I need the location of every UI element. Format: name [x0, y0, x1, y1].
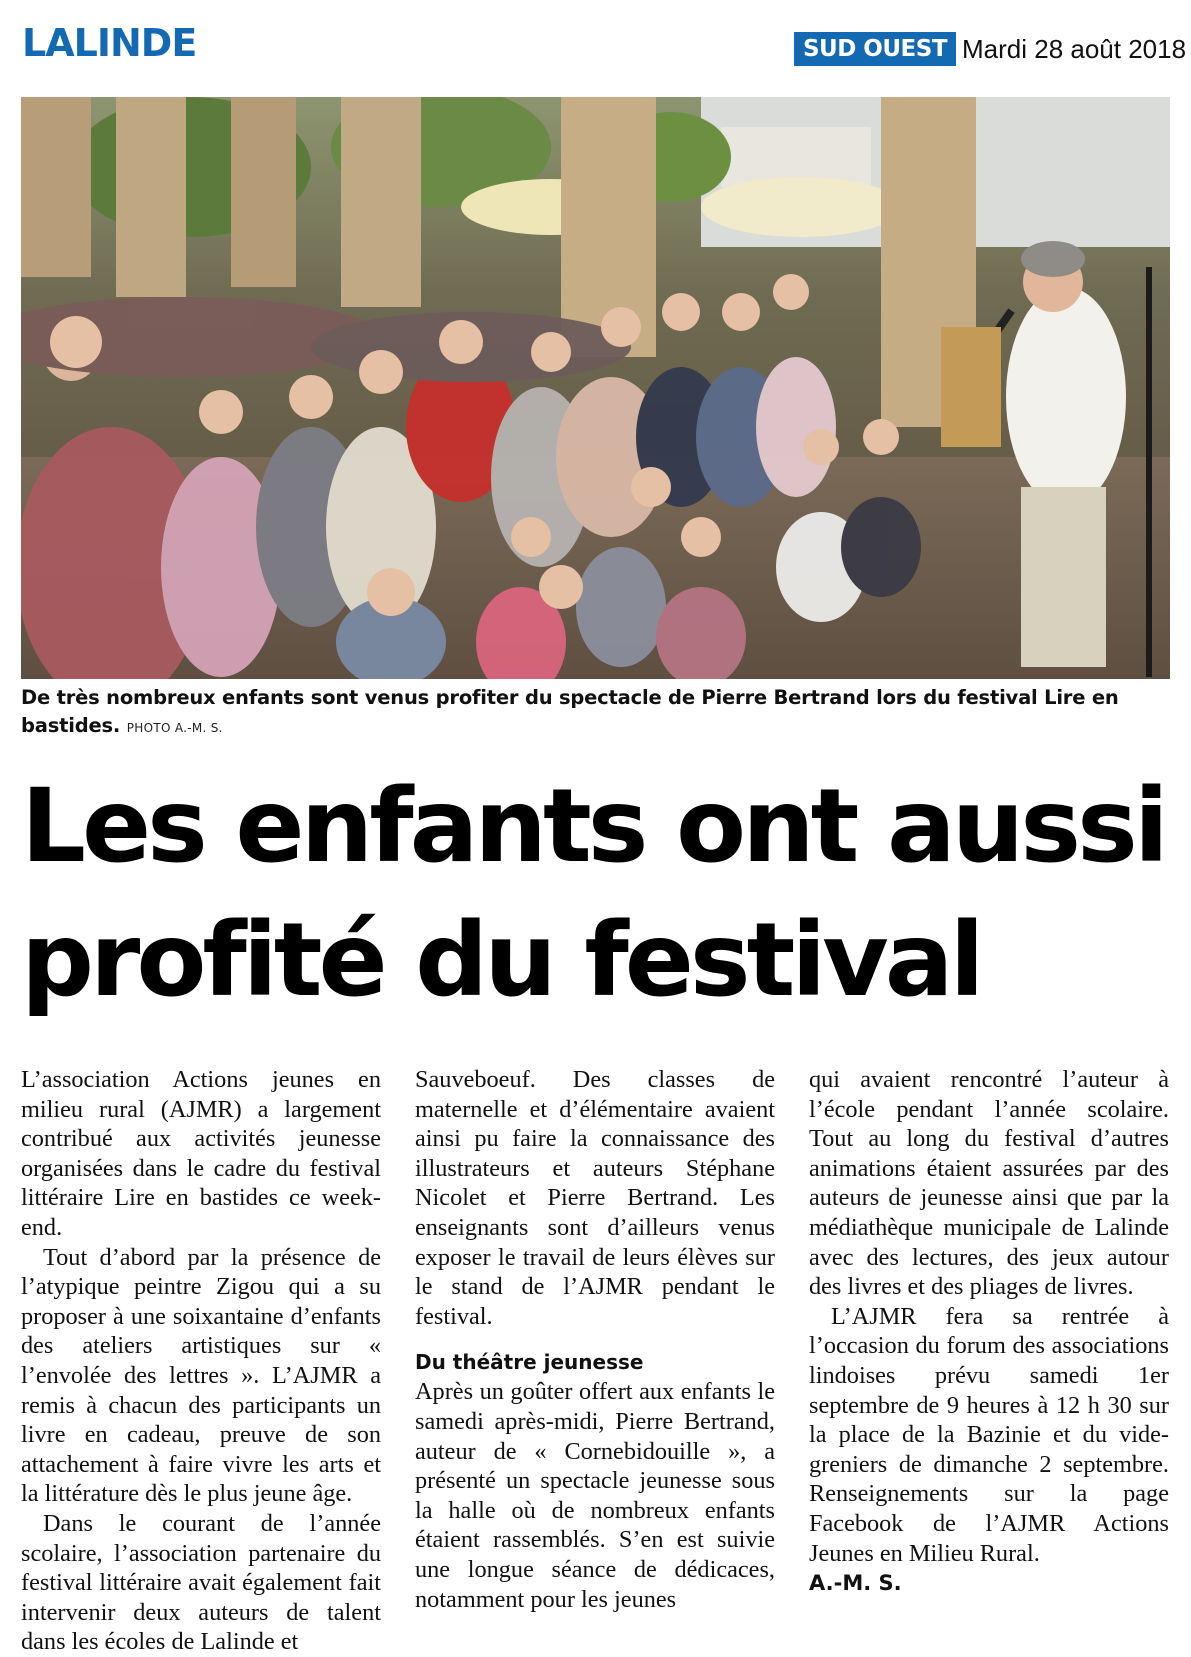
- headline-line-1: Les enfants ont aussi: [21, 767, 1165, 886]
- paragraph: Dans le courant de l’année scolaire, l’association partenaire du festival littéraire avait également fait intervenir deux auteurs de talent dans les écoles de Lalinde et: [21, 1509, 381, 1656]
- paragraph: qui avaient rencontré l’auteur à l’école pendant l’année scolaire. Tout au long du festival d’autres animations étaient assurées par des auteurs de jeunesse ainsi que par la médiathèque municipale de Lalinde avec des lectures, des jeux autour des livres et des pliages de livres.: [809, 1066, 1169, 1301]
- paragraph: Sauveboeuf. Des classes de maternelle et d’élémentaire avaient ainsi pu faire la connaissance des illustrateurs et auteurs Stéphane Nicolet et Pierre Bertrand. Les enseignants sont d’ailleurs venus exposer le travail de leurs élèves sur le stand de l’AJMR pendant le festival.: [415, 1066, 775, 1330]
- festival-photo: [21, 97, 1170, 679]
- article-column-3: [809, 1065, 1169, 1598]
- photo-caption: [21, 684, 1171, 742]
- article-subheading: Du théâtre jeunesse: [415, 1350, 644, 1375]
- article-column-1: [21, 1065, 381, 1657]
- newspaper-brand: SUD OUEST: [794, 32, 956, 66]
- photo-credit: PHOTO A.-M. S.: [126, 721, 223, 735]
- headline-line-2: profité du festival: [21, 901, 981, 1020]
- paragraph: L’AJMR fera sa rentrée à l’occasion du forum des associations lindoises prévu samedi 1er septembre de 9 heures à 12 h 30 sur la place de la Bazinie et du vide-greniers de dimanche 2 septembre. Renseignements sur la page Facebook de l’AJMR Actions Jeunes en Milieu Rural.: [809, 1302, 1169, 1567]
- article-headline: [21, 760, 1181, 1028]
- paragraph: Tout d’abord par la présence de l’atypique peintre Zigou qui a su proposer à une soixantaine d’enfants des ateliers artistiques sur « l’envolée des lettres ». L’AJMR a remis à chacun des participants un livre en cadeau, preuve de son attachement à faire vivre les arts et la littérature dès le plus jeune âge.: [21, 1243, 381, 1508]
- article-column-2: [415, 1065, 775, 1614]
- paragraph: Après un goûter offert aux enfants le samedi après-midi, Pierre Bertrand, auteur de « Cornebidouille », a présenté un spectacle jeunesse sous la halle où de nombreux enfants étaient rassemblés. S’en est suivie une longue séance de dédicaces, notamment pour les jeunes: [415, 1378, 775, 1613]
- paragraph: L’association Actions jeunes en milieu rural (AJMR) a largement contribué aux activités jeunesse organisées dans le cadre du festival littéraire Lire en bastides ce week-end.: [21, 1066, 381, 1241]
- section-label: LALINDE: [22, 21, 197, 65]
- caption-text: De très nombreux enfants sont venus profiter du spectacle de Pierre Bertrand lors du festival Lire en bastides.: [21, 686, 1119, 737]
- author-signature: A.-M. S.: [809, 1571, 902, 1596]
- publication-date: Mardi 28 août 2018: [962, 34, 1187, 64]
